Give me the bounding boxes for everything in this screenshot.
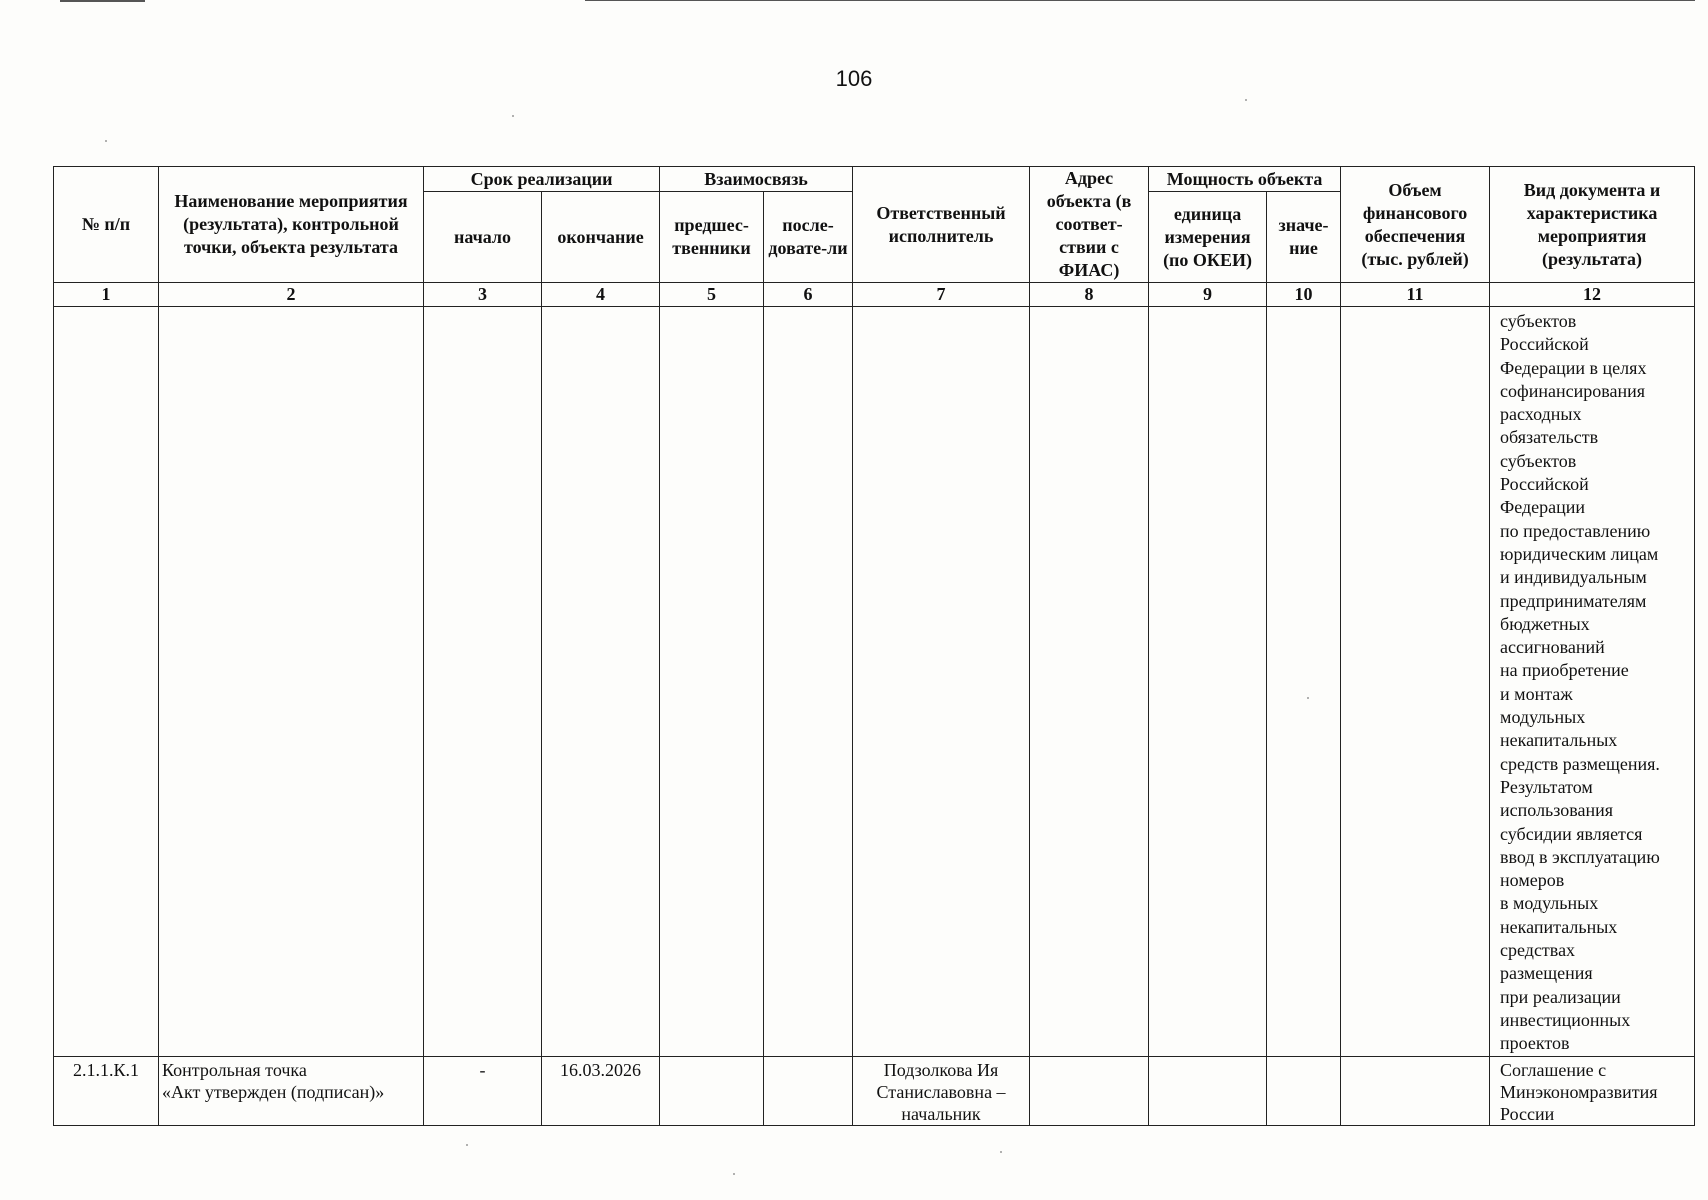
text-line: Станиславовна – xyxy=(876,1081,1006,1102)
text-line: и индивидуальным xyxy=(1500,567,1647,588)
header-finance: Объем финансового обеспечения (тыс. рублей) xyxy=(1341,167,1490,283)
cell-unit xyxy=(1149,307,1267,1057)
page-number: 106 xyxy=(835,66,873,91)
header-unit: единица измерения (по ОКЕИ) xyxy=(1149,192,1267,283)
column-number: 10 xyxy=(1267,283,1341,307)
text-line: предпринимателям xyxy=(1500,590,1647,611)
activity-table xyxy=(53,166,1695,1126)
column-number: 5 xyxy=(660,283,764,307)
text-line: средств размещения. xyxy=(1500,753,1660,774)
cell-start: - xyxy=(424,1056,542,1125)
column-number: 3 xyxy=(424,283,542,307)
header-no: № п/п xyxy=(54,167,159,283)
text-line: Контрольная точка xyxy=(162,1059,307,1080)
text-line: субъектов xyxy=(1500,311,1577,331)
text-line: Федерации в целях xyxy=(1500,357,1647,378)
text-line: номеров xyxy=(1500,870,1565,891)
cell-address xyxy=(1030,307,1149,1057)
column-number: 4 xyxy=(542,283,660,307)
text-line: при реализации xyxy=(1500,986,1621,1007)
text-line: на приобретение xyxy=(1500,660,1629,681)
header-responsible: Ответственный исполнитель xyxy=(853,167,1030,283)
cell-responsible xyxy=(853,307,1030,1057)
cell-name xyxy=(159,307,424,1057)
header-address: Адрес объекта (в соответ-ствии с ФИАС) xyxy=(1030,167,1149,283)
cell-finance xyxy=(1341,307,1490,1057)
text-line: субсидии является xyxy=(1500,823,1643,844)
text-line: России xyxy=(1500,1103,1555,1124)
text-line: использования xyxy=(1500,800,1614,821)
column-number: 2 xyxy=(159,283,424,307)
cell-name xyxy=(159,1056,424,1125)
cell-predecessors xyxy=(660,307,764,1057)
text-line: субъектов xyxy=(1500,450,1577,471)
text-line: ассигнований xyxy=(1500,637,1605,658)
text-line: Российской xyxy=(1500,334,1589,355)
header-start: начало xyxy=(424,192,542,283)
header-term-group: Срок реализации xyxy=(424,167,660,192)
cell-no xyxy=(54,307,159,1057)
text-line: софинансирования xyxy=(1500,380,1646,401)
header-name: Наименование мероприятия (результата), контрольной точки, объекта результата xyxy=(159,167,424,283)
column-number: 12 xyxy=(1490,283,1695,307)
table-row xyxy=(54,307,1695,1057)
text-line: в модульных xyxy=(1500,893,1599,914)
cell-no: 2.1.1.К.1 xyxy=(54,1056,159,1125)
text-line: обязательств xyxy=(1500,427,1599,448)
text-line: инвестиционных xyxy=(1500,1009,1631,1030)
text-line: бюджетных xyxy=(1500,613,1590,634)
cell-finance xyxy=(1341,1056,1490,1125)
text-line: начальник xyxy=(901,1103,981,1124)
column-number: 1 xyxy=(54,283,159,307)
cell-value xyxy=(1267,1056,1341,1125)
text-line: проектов xyxy=(1500,1033,1570,1054)
text-line: модульных xyxy=(1500,707,1586,728)
cell-successors xyxy=(764,307,853,1057)
text-line: Соглашение с xyxy=(1500,1059,1607,1080)
header-capacity-group: Мощность объекта xyxy=(1149,167,1341,192)
cell-responsible xyxy=(853,1056,1030,1125)
text-line: и монтаж xyxy=(1500,683,1573,704)
cell-predecessors xyxy=(660,1056,764,1125)
cell-doctype xyxy=(1490,307,1695,1057)
text-line: ввод в эксплуатацию xyxy=(1500,846,1660,867)
column-number: 6 xyxy=(764,283,853,307)
header-successors: после-довате-ли xyxy=(764,192,853,283)
cell-doctype xyxy=(1490,1056,1695,1125)
cell-successors xyxy=(764,1056,853,1125)
header-value: значе-ние xyxy=(1267,192,1341,283)
column-number: 8 xyxy=(1030,283,1149,307)
text-line: по предоставлению xyxy=(1500,520,1651,541)
table-row xyxy=(54,1056,1695,1125)
header-predecessors: предшес-твенники xyxy=(660,192,764,283)
column-number: 7 xyxy=(853,283,1030,307)
text-line: средствах xyxy=(1500,940,1576,961)
text-line: некапитальных xyxy=(1500,916,1618,937)
text-line: некапитальных xyxy=(1500,730,1618,751)
cell-end: 16.03.2026 xyxy=(542,1056,660,1125)
text-line: юридическим лицам xyxy=(1500,543,1659,564)
text-line: «Акт утвержден (подписан)» xyxy=(162,1081,385,1102)
column-number: 9 xyxy=(1149,283,1267,307)
cell-value xyxy=(1267,307,1341,1057)
text-line: Федерации xyxy=(1500,497,1586,518)
text-line: Минэкономразвития xyxy=(1500,1081,1658,1102)
cell-start xyxy=(424,307,542,1057)
header-link-group: Взаимосвязь xyxy=(660,167,853,192)
header-doctype: Вид документа и характеристика мероприятия (результата) xyxy=(1490,167,1695,283)
header-end: окончание xyxy=(542,192,660,283)
text-line: Российской xyxy=(1500,474,1589,495)
text-line: Подзолкова Ия xyxy=(883,1059,999,1080)
cell-end xyxy=(542,307,660,1057)
text-line: размещения xyxy=(1500,963,1593,984)
cell-address xyxy=(1030,1056,1149,1125)
cell-unit xyxy=(1149,1056,1267,1125)
text-line: расходных xyxy=(1500,404,1582,425)
column-number: 11 xyxy=(1341,283,1490,307)
text-line: Результатом xyxy=(1500,776,1593,797)
